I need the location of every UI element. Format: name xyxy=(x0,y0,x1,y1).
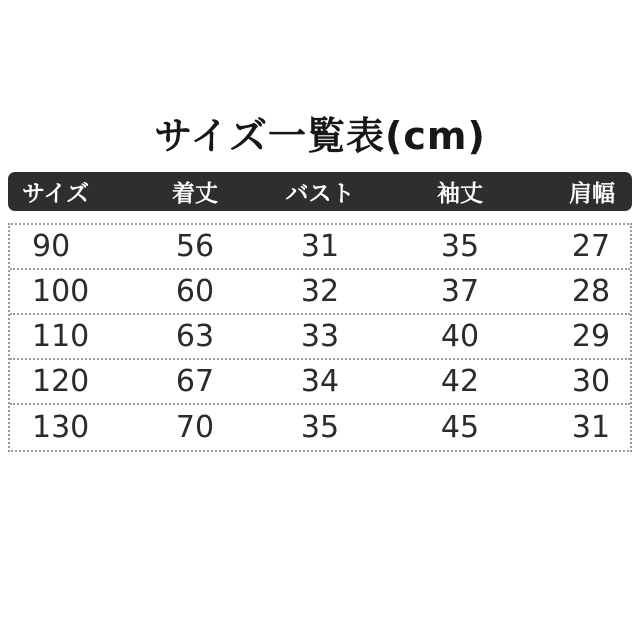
table-header-row xyxy=(8,172,632,211)
table-cell: 29 xyxy=(571,319,611,354)
table-cell: 90 xyxy=(32,229,71,264)
table-cell: 35 xyxy=(440,229,480,264)
table-row xyxy=(10,405,630,450)
table-body xyxy=(8,223,632,452)
table-cell: 110 xyxy=(32,319,90,354)
table-cell: 120 xyxy=(32,364,90,399)
table-cell: 31 xyxy=(300,229,340,264)
table-cell: 33 xyxy=(300,319,340,354)
column-header-sleeve: 袖丈 xyxy=(437,181,483,207)
table-cell: 31 xyxy=(571,410,611,445)
table-cell: 32 xyxy=(300,274,340,309)
table-row xyxy=(10,315,630,360)
column-header-length: 着丈 xyxy=(172,181,218,207)
column-header-size: サイズ xyxy=(22,181,90,207)
table-cell: 42 xyxy=(440,364,480,399)
table-cell: 67 xyxy=(175,364,215,399)
table-cell: 63 xyxy=(175,319,215,354)
table-cell: 30 xyxy=(571,364,611,399)
table-cell: 70 xyxy=(175,410,215,445)
table-cell: 100 xyxy=(32,274,90,309)
table-cell: 130 xyxy=(32,410,90,445)
page-title: サイズ一覧表(cm) xyxy=(154,114,486,158)
table-cell: 34 xyxy=(300,364,340,399)
table-row xyxy=(10,225,630,270)
table-cell: 60 xyxy=(175,274,215,309)
table-row xyxy=(10,360,630,405)
table-cell: 40 xyxy=(440,319,480,354)
table-row xyxy=(10,270,630,315)
column-header-bust: バスト xyxy=(285,181,355,207)
column-header-shoulder: 肩幅 xyxy=(569,181,615,207)
table-cell: 37 xyxy=(440,274,480,309)
table-cell: 45 xyxy=(440,410,480,445)
table-cell: 28 xyxy=(571,274,611,309)
size-table xyxy=(8,172,632,452)
table-cell: 27 xyxy=(571,229,611,264)
table-cell: 56 xyxy=(175,229,215,264)
table-cell: 35 xyxy=(300,410,340,445)
